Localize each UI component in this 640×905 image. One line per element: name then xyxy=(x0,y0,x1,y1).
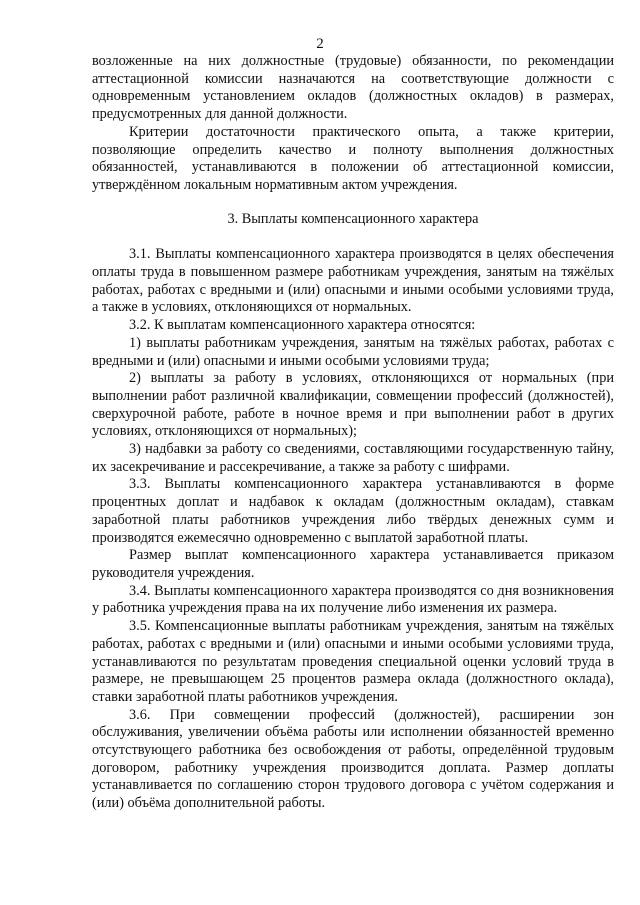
paragraph-3-3: 3.3. Выплаты компенсационного характера устанавливаются в форме процентных доплат и надбавок к окладам (должностным окладам), ставкам заработной платы работников учреждения либо твёрдых денежных сумм и производятся ежемесячно одновременно с выплатой заработной платы. xyxy=(92,476,614,546)
list-item-3: 3) надбавки за работу со сведениями, составляющими государственную тайну, их засекречивание и рассекречивание, а также за работу с шифрами. xyxy=(92,441,614,475)
list-item-2: 2) выплаты за работу в условиях, отклоняющихся от нормальных (при выполнении работ различной квалификации, совмещении профессий (должностей), сверхурочной работе, работе в ночное время и при выполнении работ в других условиях, отклоняющихся от нормальных); xyxy=(92,370,614,440)
paragraph-criteria: Критерии достаточности практического опыта, а также критерии, позволяющие определить качество и полноту выполнения должностных обязанностей, устанавливаются в положении об аттестационной комиссии, утверждённом локальным нормативным актом учреждения. xyxy=(92,123,614,193)
paragraph-size-order: Размер выплат компенсационного характера устанавливается приказом руководителя учреждения. xyxy=(92,547,614,581)
paragraph-3-1: 3.1. Выплаты компенсационного характера производятся в целях обеспечения оплаты труда в повышенном размере работникам учреждения, занятым на тяжёлых работах, работах с вредными и (или) опасными и иными особыми условиями труда, а также в условиях, отклоняющихся от нормальных. xyxy=(92,246,614,316)
paragraph-3-5: 3.5. Компенсационные выплаты работникам учреждения, занятым на тяжёлых работах, работах с вредными и (или) опасными и иными особыми условиями труда, устанавливаются по результатам проведения специальной оценки условий труда в размере, не превышающем 25 процентов размера оклада (должностного оклада), ставки заработной платы работников учреждения. xyxy=(92,618,614,705)
list-item-1: 1) выплаты работникам учреждения, занятым на тяжёлых работах, работах с вредными и (или) опасными и иными особыми условиями труда; xyxy=(92,334,614,369)
paragraph-3-4: 3.4. Выплаты компенсационного характера производятся со дня возникновения у работника учреждения права на их получение либо изменения их размера. xyxy=(92,582,614,617)
paragraph-3-2: 3.2. К выплатам компенсационного характера относятся: xyxy=(129,317,476,334)
paragraph-continuation: возложенные на них должностные (трудовые) обязанности, по рекомендации аттестационной комиссии назначаются на соответствующие должности с одновременным установлением окладов (должностных окладов) в размерах, предусмотренных для данной должности. xyxy=(92,53,614,123)
page-number: 2 xyxy=(316,36,324,52)
document-body xyxy=(92,53,614,813)
paragraph-3-6: 3.6. При совмещении профессий (должностей), расширении зон обслуживания, увеличении объёма работы или исполнении обязанностей временно отсутствующего работника без освобождения от работы, определённой трудовым договором, работнику учреждения производится доплата. Размер доплаты устанавливается по соглашению сторон трудового договора с учётом содержания и (или) объёма дополнительной работы. xyxy=(92,706,614,812)
section-heading: 3. Выплаты компенсационного характера xyxy=(227,210,479,227)
